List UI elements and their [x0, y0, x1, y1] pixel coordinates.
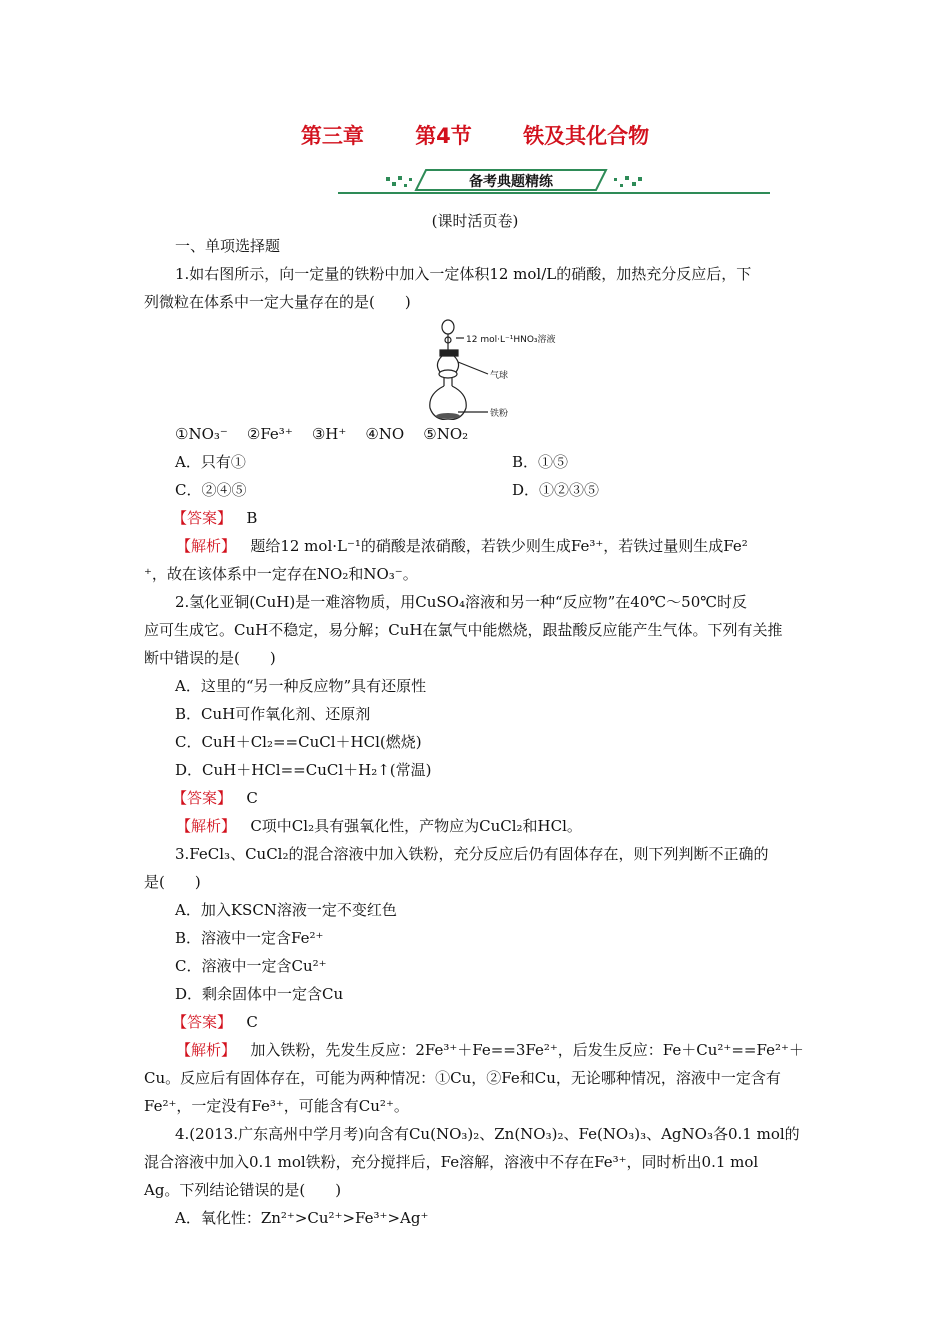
section-label: 第4节: [415, 124, 472, 148]
q2-line-1: 2.氢化亚铜(CuH)是一难溶物质，用CuSO₄溶液和另一种“反应物”在40℃～50℃时反: [175, 593, 748, 611]
banner-text: 备考典题精练: [469, 174, 553, 190]
q3-line-2: 是( ): [144, 873, 201, 891]
q1-analysis-line-2: ⁺，故在该体系中一定存在NO₂和NO₃⁻。: [144, 565, 418, 583]
figure-label-iron: 铁粉: [490, 409, 509, 419]
q1-line-2: 列微粒在体系中一定大量存在的是( ): [144, 293, 411, 311]
q3-answer-value: C: [246, 1013, 258, 1031]
analysis-tag: 【解析】: [176, 537, 237, 555]
species-3: ③H⁺: [311, 425, 347, 443]
section-heading: 一、单项选择题: [175, 237, 281, 255]
flask-apparatus-figure: [418, 316, 568, 420]
species-1: ①NO₃⁻: [175, 425, 228, 443]
q4-line-1: 4.(2013.广东高州中学月考)向含有Cu(NO₃)₂、Zn(NO₃)₂、Fe(NO₃)₃、AgNO₃各0.1 mol的: [175, 1125, 800, 1143]
q2-option-d: D．CuH＋HCl==CuCl＋H₂↑(常温): [175, 761, 432, 779]
species-2: ②Fe³⁺: [246, 425, 293, 443]
q3-analysis-line-2: Cu。反应后有固体存在，可能为两种情况：①Cu，②Fe和Cu，无论哪种情况，溶液中一定含有: [144, 1069, 781, 1087]
answer-tag: 【答案】: [172, 1013, 233, 1031]
topic-label: 铁及其化合物: [523, 124, 650, 148]
q3-analysis-line-1: 【解析】 加入铁粉，先发生反应：2Fe³⁺＋Fe==3Fe²⁺，后发生反应：Fe＋Cu²⁺==Fe²⁺＋: [176, 1041, 804, 1059]
q1-answer: [172, 508, 257, 528]
q2-line-2: 应可生成它。CuH不稳定，易分解；CuH在氯气中能燃烧，跟盐酸反应能产生气体。下列有关推: [144, 621, 783, 639]
q1-option-d: D．①②③⑤: [512, 481, 600, 499]
q3-option-d: D．剩余固体中一定含Cu: [175, 985, 344, 1003]
q1-option-a: A．只有①: [175, 453, 246, 471]
q3-option-b: B．溶液中一定含Fe²⁺: [175, 929, 324, 947]
q1-option-b: B．①⑤: [512, 453, 569, 471]
q2-answer-value: C: [246, 789, 258, 807]
page-title: [0, 120, 950, 150]
q2-option-c: C．CuH＋Cl₂==CuCl＋HCl(燃烧): [175, 733, 422, 751]
q4-line-2: 混合溶液中加入0.1 mol铁粉，充分搅拌后，Fe溶解，溶液中不存在Fe³⁺，同时析出0.1 mol: [144, 1153, 759, 1171]
q1-species: [175, 424, 468, 444]
figure-label-reagent: 12 mol·L⁻¹HNO₃溶液: [466, 335, 556, 345]
dots-right-icon: [614, 176, 642, 187]
q2-option-b: B．CuH可作氧化剂、还原剂: [175, 705, 371, 723]
iron-powder-icon: [436, 413, 460, 419]
analysis-tag: 【解析】: [176, 817, 237, 835]
banner: [338, 166, 770, 198]
q3-option-c: C．溶液中一定含Cu²⁺: [175, 957, 327, 975]
q4-line-3: Ag。下列结论错误的是( ): [144, 1181, 342, 1199]
figure-label-balloon: 气球: [490, 371, 509, 381]
species-5: ⑤NO₂: [423, 425, 469, 443]
q3-line-1: 3.FeCl₃、CuCl₂的混合溶液中加入铁粉，充分反应后仍有固体存在，则下列判断不正确的: [175, 845, 769, 863]
q3-answer: [172, 1012, 258, 1032]
q1-analysis-line-1: 【解析】 题给12 mol·L⁻¹的硝酸是浓硝酸，若铁少则生成Fe³⁺，若铁过量则生成Fe²: [176, 537, 748, 555]
q2-option-a: A．这里的“另一种反应物”具有还原性: [175, 677, 427, 695]
answer-tag: 【答案】: [172, 509, 233, 527]
q3-option-a: A．加入KSCN溶液一定不变红色: [175, 901, 397, 919]
q1-option-c: C．②④⑤: [175, 481, 247, 499]
chapter-label: 第三章: [300, 124, 364, 148]
answer-tag: 【答案】: [172, 789, 233, 807]
q2-line-3: 断中错误的是( ): [144, 649, 276, 667]
q2-analysis: 【解析】 C项中Cl₂具有强氧化性，产物应为CuCl₂和HCl。: [176, 817, 582, 835]
q4-option-a: A．氧化性：Zn²⁺>Cu²⁺>Fe³⁺>Ag⁺: [175, 1209, 429, 1227]
dots-left-icon: [386, 176, 412, 187]
q1-answer-value: B: [246, 509, 258, 527]
subtitle: (课时活页卷): [431, 212, 519, 230]
species-4: ④NO: [365, 425, 405, 443]
q1-line-1: 1.如右图所示，向一定量的铁粉中加入一定体积12 mol/L的硝酸，加热充分反应后，下: [175, 265, 752, 283]
q2-answer: [172, 788, 258, 808]
analysis-tag: 【解析】: [176, 1041, 237, 1059]
q3-analysis-line-3: Fe²⁺，一定没有Fe³⁺，可能含有Cu²⁺。: [144, 1097, 409, 1115]
